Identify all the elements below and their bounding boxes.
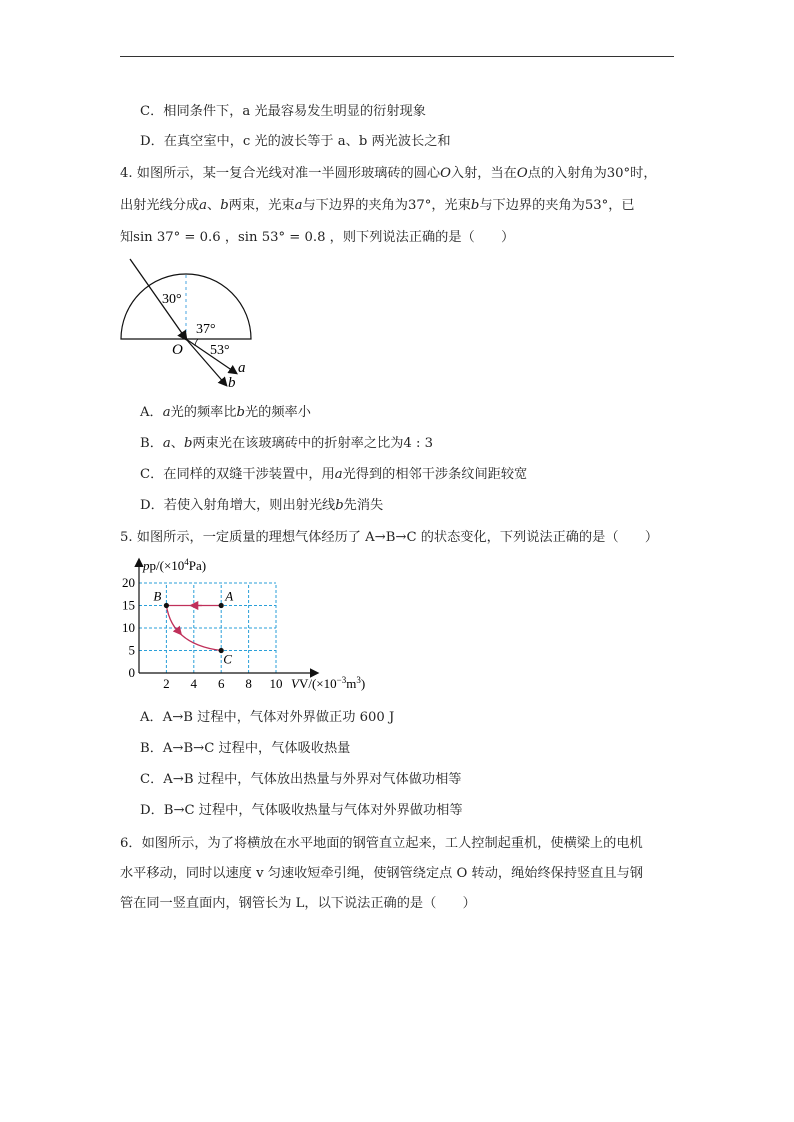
y-tick-label: 0 (128, 665, 135, 680)
q5-option-a[interactable]: A．A→B 过程中，气体对外界做正功 600 J (140, 710, 395, 725)
angle-30-label: 30° (162, 292, 182, 307)
y-tick-label: 20 (122, 575, 135, 590)
var-O: O (440, 166, 451, 181)
point-a (219, 603, 224, 608)
q3-option-c[interactable]: C．相同条件下，a 光最容易发生明显的衍射现象 (140, 104, 426, 119)
q5-stem: 5. 如图所示，一定质量的理想气体经历了 A→B→C 的状态变化，下列说法正确的是（ ） (120, 530, 659, 545)
pv-chart (115, 556, 375, 696)
point-O-label: O (172, 342, 183, 358)
q5-option-c[interactable]: C．A→B 过程中，气体放出热量与外界对气体做功相等 (140, 772, 462, 787)
q4-stem-line3: 知sin 37° = 0.6 ，sin 53° = 0.8 ，则下列说法正确的是（ ） (120, 230, 515, 245)
q3-option-d[interactable]: D．在真空室中，c 光的波长等于 a、b 两光波长之和 (140, 134, 451, 149)
point-label-c: C (223, 651, 232, 667)
y-axis-label: $pp/(\times 10^4Pa)$ (143, 557, 207, 573)
ray-b-label: b (228, 375, 236, 391)
x-tick-label: 4 (190, 676, 198, 691)
q4-stem-line2: 出射光线分成a、b两束，光束a与下边界的夹角为37°，光束b与下边界的夹角为53°，已 (120, 198, 635, 213)
angle-53-label: 53° (210, 343, 230, 358)
point-label-a: A (225, 588, 234, 604)
x-axis-label: $VV/(\times 10^{-3}m^3)$ (291, 675, 366, 691)
q4-option-d[interactable]: D．若使入射角增大，则出射光线b先消失 (140, 498, 384, 513)
ray-a-label: a (238, 360, 246, 376)
q4-option-b[interactable]: B．a、b两束光在该玻璃砖中的折射率之比为4 : 3 (140, 436, 434, 451)
q4-stem-line1: 4. 如图所示，某一复合光线对准一半圆形玻璃砖的圆心O入射，当在O点的入射角为30°时， (120, 166, 657, 181)
q5-option-d[interactable]: D．B→C 过程中，气体吸收热量与气体对外界做功相等 (140, 803, 463, 818)
angle-37-label: 37° (196, 322, 216, 337)
q4-semicircle-figure (110, 255, 270, 395)
header-rule (120, 56, 674, 57)
var-O: O (516, 166, 528, 181)
x-tick-label: 10 (269, 676, 283, 691)
point-label-b: B (153, 588, 162, 604)
x-tick-label: 6 (217, 676, 225, 691)
q6-stem-line1: 6．如图所示，为了将横放在水平地面的钢管直立起来，工人控制起重机，使横梁上的电机 (120, 836, 643, 851)
y-tick-label: 15 (122, 597, 135, 613)
q4-option-c[interactable]: C．在同样的双缝干涉装置中，用a光得到的相邻干涉条纹间距较宽 (140, 467, 528, 482)
point-b (164, 603, 169, 608)
x-tick-label: 8 (245, 676, 252, 691)
q5-option-b[interactable]: B．A→B→C 过程中，气体吸收热量 (140, 741, 351, 756)
angle-arc (195, 339, 198, 346)
q6-stem-line2: 水平移动，同时以速度 v 匀速收短牵引绳，使钢管绕定点 O 转动，绳始终保持竖直且与钢 (120, 866, 643, 881)
x-tick-label: 2 (163, 676, 170, 691)
q6-stem-line3: 管在同一竖直面内，钢管长为 L，以下说法正确的是（ ） (120, 896, 476, 911)
y-tick-label: 5 (128, 642, 135, 658)
q4-option-a[interactable]: A．a光的频率比b光的频率小 (140, 405, 311, 420)
y-tick-label: 10 (122, 620, 135, 635)
